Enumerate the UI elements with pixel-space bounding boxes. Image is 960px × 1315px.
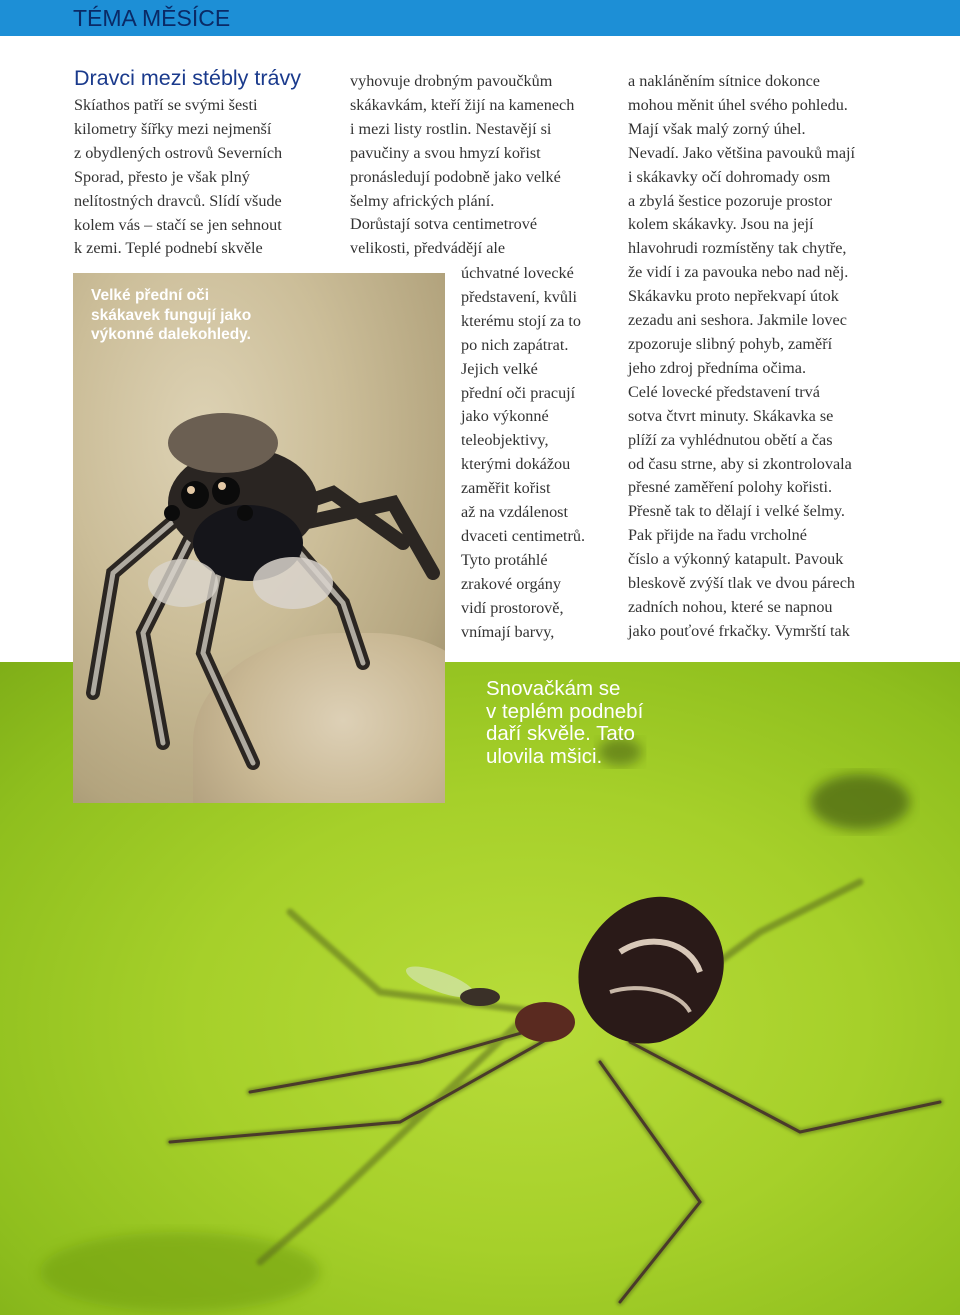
text-line: číslo a výkonný katapult. Pavouk xyxy=(628,550,844,569)
text-line: a zbylá šestice pozoruje prostor xyxy=(628,191,833,210)
text-line: i mezi listy rostlin. Nestavějí si xyxy=(350,119,552,138)
text-line: jeho zdroj předníma očima. xyxy=(628,358,806,377)
text-line: k zemi. Teplé podnebí skvěle xyxy=(74,239,263,258)
article-column-2-top xyxy=(350,70,574,261)
text-line: vyhovuje drobným pavoučkům xyxy=(350,72,553,90)
text-line: Dorůstají sotva centimetrové xyxy=(350,215,538,234)
text-line: z obydlených ostrovů Severních xyxy=(74,143,283,162)
text-line: mohou měnit úhel svého pohledu. xyxy=(628,95,848,114)
jumping-spider-photo xyxy=(73,273,445,803)
text-line: plíží za vyhlédnutou obětí a čas xyxy=(628,430,833,449)
text-line: i skákavky očí dohromady osm xyxy=(628,167,831,186)
text-line: až na vzdálenost xyxy=(461,503,568,522)
text-line: že vidí i za pavouka nebo nad něj. xyxy=(628,263,849,282)
text-line: Sporad, přesto je však plný xyxy=(74,167,250,186)
text-line: zezadu ani seshora. Jakmile lovec xyxy=(628,311,847,330)
text-line: teleobjektivy, xyxy=(461,431,549,450)
text-line: zpozoruje slibný pohyb, zaměří xyxy=(628,334,833,353)
text-line: zadních nohou, které se napnou xyxy=(628,597,833,616)
article-column-3 xyxy=(628,70,855,644)
text-line: Jejich velké xyxy=(461,359,538,378)
text-line: vnímají barvy, xyxy=(461,622,555,641)
text-line: Mají však malý zorný úhel. xyxy=(628,119,806,138)
text-line: kolem skákavky. Jsou na její xyxy=(628,215,814,234)
text-line: bleskově zvýší tlak ve dvou párech xyxy=(628,574,856,593)
text-line: pronásledují podobně jako velké xyxy=(350,167,561,186)
cobweb-spider-caption xyxy=(486,678,643,768)
text-line: šelmy afrických plání. xyxy=(350,191,495,210)
article-column-1 xyxy=(74,94,282,261)
text-line: Skákavku proto nepřekvapí útok xyxy=(628,287,839,306)
text-line: jako pouťové frkačky. Vymrští tak xyxy=(628,621,850,640)
text-line: přesné zaměření polohy kořisti. xyxy=(628,478,833,497)
text-line: zrakové orgány xyxy=(461,574,561,593)
article-headline: Dravci mezi stébly trávy xyxy=(74,66,301,90)
caption-line: v teplém podnebí xyxy=(486,699,644,723)
text-line: přední oči pracují xyxy=(461,383,576,402)
caption-line: ulovila mšici. xyxy=(486,744,603,768)
text-line: velikosti, předvádějí ale xyxy=(350,239,506,258)
text-line: pavučiny a svou hmyzí kořist xyxy=(350,143,541,162)
text-line: Celé lovecké představení trvá xyxy=(628,382,820,401)
text-line: Nevadí. Jako většina pavouků mají xyxy=(628,143,856,162)
text-line: kterému stojí za to xyxy=(461,311,582,330)
text-line: a nakláněním sítnice dokonce xyxy=(628,72,820,90)
text-line: kolem vás – stačí se jen sehnout xyxy=(74,215,282,234)
text-line: dvaceti centimetrů. xyxy=(461,526,586,545)
text-line: kterými dokážou xyxy=(461,455,571,474)
text-line: sotva čtvrt minuty. Skákavka se xyxy=(628,406,834,425)
text-line: jako výkonné xyxy=(461,407,549,426)
text-line: od času strne, aby si zkontrolovala xyxy=(628,454,852,473)
text-line: kilometry šířky mezi nejmenší xyxy=(74,119,272,138)
text-line: nelítostných dravců. Slídí všude xyxy=(74,191,282,210)
caption-line: daří skvěle. Tato xyxy=(486,722,635,745)
caption-line: Snovačkám se xyxy=(486,677,621,700)
jumping-spider-illustration xyxy=(73,273,445,803)
text-line: představení, kvůli xyxy=(461,287,577,306)
article-column-2-bottom xyxy=(461,262,585,645)
text-line: úchvatné lovecké xyxy=(461,264,574,282)
text-line: skákavkám, kteří žijí na kamenech xyxy=(350,95,575,114)
caption-line: výkonné dalekohledy. xyxy=(91,326,251,343)
text-line: Skíathos patří se svými šesti xyxy=(74,96,258,114)
caption-line: Velké přední oči xyxy=(91,287,210,304)
text-line: Tyto protáhlé xyxy=(461,550,548,569)
text-line: Pak přijde na řadu vrcholné xyxy=(628,526,807,545)
section-title: TÉMA MĚSÍCE xyxy=(73,5,231,31)
text-line: hlavohrudi rozmístěny tak chytře, xyxy=(628,239,847,258)
text-line: po nich zapátrat. xyxy=(461,335,569,354)
section-header-bar xyxy=(0,0,960,36)
text-line: vidí prostorově, xyxy=(461,598,564,617)
text-line: Přesně tak to dělají i velké šelmy. xyxy=(628,502,845,521)
caption-line: skákavek fungují jako xyxy=(91,306,252,324)
text-line: zaměřit kořist xyxy=(461,479,551,498)
jumping-spider-caption xyxy=(91,286,251,345)
